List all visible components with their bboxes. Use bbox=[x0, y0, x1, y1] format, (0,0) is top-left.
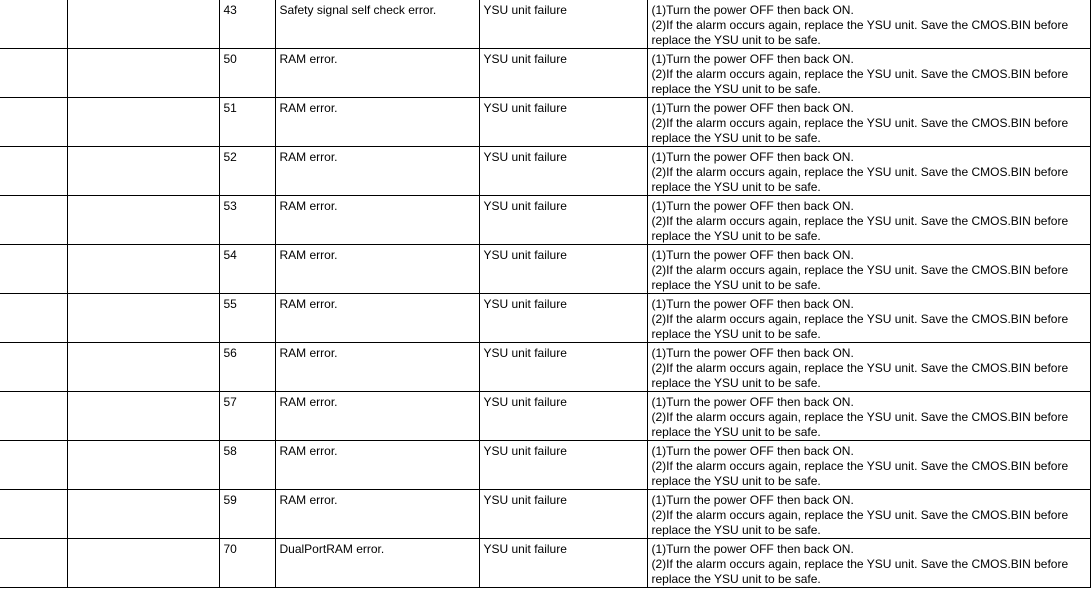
alarm-remedy-cell bbox=[647, 539, 1090, 588]
remedy-line: replace the YSU unit to be safe. bbox=[651, 180, 821, 194]
remedy-line: (1)Turn the power OFF then back ON. bbox=[651, 346, 854, 360]
alarm-cause-cell: YSU unit failure bbox=[479, 294, 647, 343]
table-row bbox=[0, 98, 1090, 147]
remedy-line: replace the YSU unit to be safe. bbox=[651, 572, 821, 586]
alarm-message-cell: RAM error. bbox=[275, 294, 479, 343]
subcategory-cell bbox=[67, 0, 219, 49]
remedy-line: (2)If the alarm occurs again, replace the YSU unit. Save the CMOS.BIN before bbox=[651, 312, 1069, 326]
remedy-line: (2)If the alarm occurs again, replace the YSU unit. Save the CMOS.BIN before bbox=[651, 361, 1069, 375]
remedy-line: (1)Turn the power OFF then back ON. bbox=[651, 150, 854, 164]
remedy-line: (1)Turn the power OFF then back ON. bbox=[651, 52, 854, 66]
remedy-line: (2)If the alarm occurs again, replace the YSU unit. Save the CMOS.BIN before bbox=[651, 214, 1069, 228]
subcategory-cell bbox=[67, 343, 219, 392]
alarm-cause-cell: YSU unit failure bbox=[479, 539, 647, 588]
remedy-line: (2)If the alarm occurs again, replace the YSU unit. Save the CMOS.BIN before bbox=[651, 557, 1069, 571]
alarm-remedy-cell bbox=[647, 196, 1090, 245]
remedy-line: (2)If the alarm occurs again, replace the YSU unit. Save the CMOS.BIN before bbox=[651, 459, 1069, 473]
remedy-line: replace the YSU unit to be safe. bbox=[651, 523, 821, 537]
remedy-line: replace the YSU unit to be safe. bbox=[651, 376, 821, 390]
subcategory-cell bbox=[67, 98, 219, 147]
alarm-cause-cell: YSU unit failure bbox=[479, 392, 647, 441]
alarm-code-cell: 59 bbox=[219, 490, 275, 539]
alarm-message-cell: RAM error. bbox=[275, 147, 479, 196]
remedy-line: replace the YSU unit to be safe. bbox=[651, 327, 821, 341]
table-row bbox=[0, 294, 1090, 343]
table-row bbox=[0, 490, 1090, 539]
alarm-message-cell: RAM error. bbox=[275, 392, 479, 441]
alarm-remedy-cell bbox=[647, 343, 1090, 392]
remedy-line: (1)Turn the power OFF then back ON. bbox=[651, 3, 854, 17]
alarm-message-cell: DualPortRAM error. bbox=[275, 539, 479, 588]
remedy-line: (1)Turn the power OFF then back ON. bbox=[651, 248, 854, 262]
alarm-remedy-cell bbox=[647, 245, 1090, 294]
alarm-remedy-cell bbox=[647, 0, 1090, 49]
alarm-remedy-cell bbox=[647, 441, 1090, 490]
alarm-code-cell: 56 bbox=[219, 343, 275, 392]
remedy-line: (2)If the alarm occurs again, replace the YSU unit. Save the CMOS.BIN before bbox=[651, 165, 1069, 179]
alarm-code-cell: 43 bbox=[219, 0, 275, 49]
alarm-remedy-cell bbox=[647, 147, 1090, 196]
alarm-message-cell: RAM error. bbox=[275, 343, 479, 392]
remedy-line: (1)Turn the power OFF then back ON. bbox=[651, 493, 854, 507]
category-cell bbox=[0, 245, 67, 294]
remedy-line: replace the YSU unit to be safe. bbox=[651, 82, 821, 96]
alarm-cause-cell: YSU unit failure bbox=[479, 0, 647, 49]
category-cell bbox=[0, 343, 67, 392]
table-row bbox=[0, 147, 1090, 196]
subcategory-cell bbox=[67, 392, 219, 441]
subcategory-cell bbox=[67, 490, 219, 539]
category-cell bbox=[0, 490, 67, 539]
alarm-code-cell: 58 bbox=[219, 441, 275, 490]
subcategory-cell bbox=[67, 441, 219, 490]
alarm-code-cell: 53 bbox=[219, 196, 275, 245]
alarm-remedy-cell bbox=[647, 49, 1090, 98]
alarm-message-cell: RAM error. bbox=[275, 490, 479, 539]
alarm-cause-cell: YSU unit failure bbox=[479, 98, 647, 147]
category-cell bbox=[0, 392, 67, 441]
category-cell bbox=[0, 441, 67, 490]
remedy-line: replace the YSU unit to be safe. bbox=[651, 229, 821, 243]
remedy-line: (2)If the alarm occurs again, replace the YSU unit. Save the CMOS.BIN before bbox=[651, 263, 1069, 277]
table-row bbox=[0, 0, 1090, 49]
remedy-line: (2)If the alarm occurs again, replace the YSU unit. Save the CMOS.BIN before bbox=[651, 410, 1069, 424]
alarm-cause-cell: YSU unit failure bbox=[479, 245, 647, 294]
alarm-code-cell: 51 bbox=[219, 98, 275, 147]
subcategory-cell bbox=[67, 245, 219, 294]
remedy-line: (1)Turn the power OFF then back ON. bbox=[651, 444, 854, 458]
alarm-cause-cell: YSU unit failure bbox=[479, 147, 647, 196]
alarm-cause-cell: YSU unit failure bbox=[479, 441, 647, 490]
remedy-line: replace the YSU unit to be safe. bbox=[651, 131, 821, 145]
table-row bbox=[0, 196, 1090, 245]
remedy-line: (1)Turn the power OFF then back ON. bbox=[651, 199, 854, 213]
alarm-message-cell: Safety signal self check error. bbox=[275, 0, 479, 49]
table-row bbox=[0, 441, 1090, 490]
alarm-message-cell: RAM error. bbox=[275, 98, 479, 147]
alarm-remedy-cell bbox=[647, 294, 1090, 343]
subcategory-cell bbox=[67, 49, 219, 98]
category-cell bbox=[0, 147, 67, 196]
category-cell bbox=[0, 294, 67, 343]
remedy-line: (2)If the alarm occurs again, replace the YSU unit. Save the CMOS.BIN before bbox=[651, 67, 1069, 81]
alarm-cause-cell: YSU unit failure bbox=[479, 343, 647, 392]
subcategory-cell bbox=[67, 294, 219, 343]
remedy-line: replace the YSU unit to be safe. bbox=[651, 33, 821, 47]
subcategory-cell bbox=[67, 539, 219, 588]
table-row bbox=[0, 392, 1090, 441]
alarm-code-cell: 57 bbox=[219, 392, 275, 441]
table-row bbox=[0, 245, 1090, 294]
alarm-message-cell: RAM error. bbox=[275, 196, 479, 245]
remedy-line: replace the YSU unit to be safe. bbox=[651, 425, 821, 439]
alarm-cause-cell: YSU unit failure bbox=[479, 196, 647, 245]
category-cell bbox=[0, 0, 67, 49]
alarm-message-cell: RAM error. bbox=[275, 245, 479, 294]
subcategory-cell bbox=[67, 147, 219, 196]
remedy-line: (2)If the alarm occurs again, replace the YSU unit. Save the CMOS.BIN before bbox=[651, 508, 1069, 522]
alarm-message-cell: RAM error. bbox=[275, 49, 479, 98]
table-row bbox=[0, 49, 1090, 98]
alarm-cause-cell: YSU unit failure bbox=[479, 490, 647, 539]
remedy-line: replace the YSU unit to be safe. bbox=[651, 278, 821, 292]
alarm-remedy-cell bbox=[647, 392, 1090, 441]
alarm-code-cell: 70 bbox=[219, 539, 275, 588]
remedy-line: (1)Turn the power OFF then back ON. bbox=[651, 101, 854, 115]
category-cell bbox=[0, 49, 67, 98]
alarm-code-cell: 55 bbox=[219, 294, 275, 343]
category-cell bbox=[0, 196, 67, 245]
alarm-code-cell: 54 bbox=[219, 245, 275, 294]
remedy-line: replace the YSU unit to be safe. bbox=[651, 474, 821, 488]
table-row bbox=[0, 343, 1090, 392]
category-cell bbox=[0, 539, 67, 588]
subcategory-cell bbox=[67, 196, 219, 245]
category-cell bbox=[0, 98, 67, 147]
remedy-line: (1)Turn the power OFF then back ON. bbox=[651, 542, 854, 556]
alarm-remedy-cell bbox=[647, 490, 1090, 539]
table-row bbox=[0, 539, 1090, 588]
remedy-line: (1)Turn the power OFF then back ON. bbox=[651, 395, 854, 409]
remedy-line: (2)If the alarm occurs again, replace the YSU unit. Save the CMOS.BIN before bbox=[651, 116, 1069, 130]
alarm-message-cell: RAM error. bbox=[275, 441, 479, 490]
alarm-cause-cell: YSU unit failure bbox=[479, 49, 647, 98]
alarm-code-cell: 50 bbox=[219, 49, 275, 98]
remedy-line: (2)If the alarm occurs again, replace the YSU unit. Save the CMOS.BIN before bbox=[651, 18, 1069, 32]
alarm-code-cell: 52 bbox=[219, 147, 275, 196]
alarm-remedy-cell bbox=[647, 98, 1090, 147]
remedy-line: (1)Turn the power OFF then back ON. bbox=[651, 297, 854, 311]
